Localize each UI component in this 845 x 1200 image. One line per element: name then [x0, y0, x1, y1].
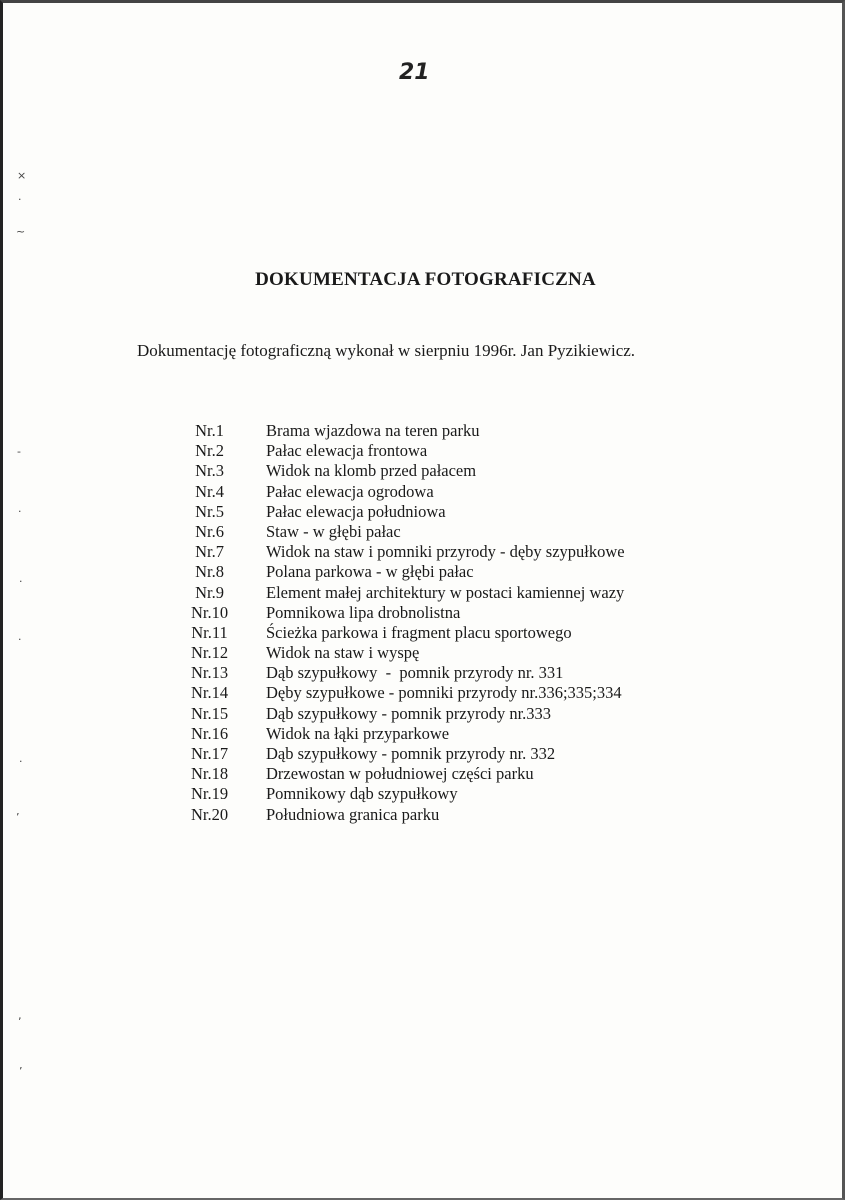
photo-number: Nr.10	[190, 602, 229, 622]
photo-list-item	[153, 522, 625, 542]
photo-number: Nr.6	[195, 521, 224, 541]
photo-description: Pomnikowy dąb szypułkowy	[266, 784, 458, 804]
photo-description: Drzewostan w południowej części parku	[266, 764, 534, 784]
scan-speck: ’	[19, 1065, 23, 1078]
photo-description: Dąb szypułkowy - pomnik przyrody nr.333	[266, 703, 552, 723]
photo-description: Widok na staw i pomniki przyrody - dęby szypułkowe	[266, 542, 625, 562]
photo-number: Nr.13	[190, 663, 229, 683]
photo-list	[153, 421, 625, 825]
photo-number: Nr.20	[190, 804, 229, 824]
photo-description: Ścieżka parkowa i fragment placu sportowego	[266, 622, 572, 642]
photo-number: Nr.12	[190, 643, 229, 663]
scan-speck: ·	[19, 575, 23, 588]
photo-list-item	[153, 764, 625, 784]
photo-number: Nr.17	[190, 744, 229, 763]
photo-description: Widok na klomb przed pałacem	[266, 461, 477, 481]
scan-speck: ’	[16, 811, 20, 824]
photo-list-item	[153, 724, 625, 744]
photo-list-item	[153, 583, 625, 603]
scan-speck: ·	[18, 505, 22, 518]
photo-number: Nr.9	[195, 582, 224, 602]
photo-list-item	[153, 784, 625, 804]
photo-number: Nr.18	[190, 764, 229, 784]
photo-number: Nr.3	[195, 461, 224, 481]
scan-speck: ×	[17, 169, 27, 182]
scan-speck: ‚	[18, 1009, 22, 1022]
photo-list-item	[153, 643, 625, 663]
photo-number: Nr.14	[190, 683, 229, 703]
photo-list-item	[153, 482, 625, 502]
photo-description: Pomnikowa lipa drobnolistna	[266, 602, 461, 622]
photo-number: Nr.2	[195, 441, 224, 461]
scan-speck: ·	[18, 633, 22, 646]
photo-description: Element małej architektury w postaci kamiennej wazy	[266, 582, 625, 602]
photo-list-item	[153, 683, 625, 703]
photo-description: Pałac elewacja południowa	[266, 501, 446, 521]
photo-number: Nr.19	[190, 784, 229, 804]
photo-description: Pałac elewacja frontowa	[266, 441, 428, 461]
photo-list-item	[153, 441, 625, 461]
photo-list-item	[153, 623, 625, 643]
photo-list-item	[153, 461, 625, 481]
document-title: DOKUMENTACJA FOTOGRAFICZNA	[255, 269, 596, 290]
photo-number: Nr.8	[195, 562, 224, 582]
photo-description: Dąb szypułkowy - pomnik przyrody nr. 332	[266, 744, 556, 763]
photo-list-item	[153, 603, 625, 623]
photo-list-item	[153, 805, 625, 825]
photo-number: Nr.7	[195, 542, 224, 562]
photo-description: Dęby szypułkowe - pomniki przyrody nr.336;335;334	[266, 683, 622, 703]
scan-speck: ~	[16, 225, 26, 238]
photo-description: Staw - w głębi pałac	[266, 521, 401, 541]
photo-list-item	[153, 542, 625, 562]
photo-number: Nr.16	[190, 723, 229, 743]
scan-speck: ·	[19, 755, 23, 768]
intro-sentence: Dokumentację fotograficzną wykonał w sierpniu 1996r. Jan Pyzikiewicz.	[137, 341, 636, 360]
photo-number: Nr.4	[195, 481, 224, 501]
photo-list-item	[153, 421, 625, 441]
photo-list-item	[153, 502, 625, 522]
photo-description: Polana parkowa - w głębi pałac	[266, 562, 474, 582]
scan-speck: ·	[18, 193, 22, 206]
photo-description: Widok na łąki przyparkowe	[266, 723, 450, 743]
photo-number: Nr.5	[195, 501, 224, 521]
page-number: 21	[399, 60, 430, 85]
photo-list-item	[153, 744, 625, 764]
photo-description: Dąb szypułkowy - pomnik przyrody nr. 331	[266, 663, 564, 683]
scan-speck: ‐	[17, 445, 21, 458]
photo-description: Pałac elewacja ogrodowa	[266, 481, 434, 501]
photo-description: Widok na staw i wyspę	[266, 643, 420, 663]
photo-description: Południowa granica parku	[266, 804, 440, 824]
photo-number: Nr.1	[195, 421, 224, 440]
photo-description: Brama wjazdowa na teren parku	[266, 421, 480, 440]
photo-list-item	[153, 704, 625, 724]
photo-number: Nr.15	[190, 703, 229, 723]
photo-list-item	[153, 562, 625, 582]
photo-list-item	[153, 663, 625, 683]
photo-number: Nr.11	[191, 622, 228, 642]
